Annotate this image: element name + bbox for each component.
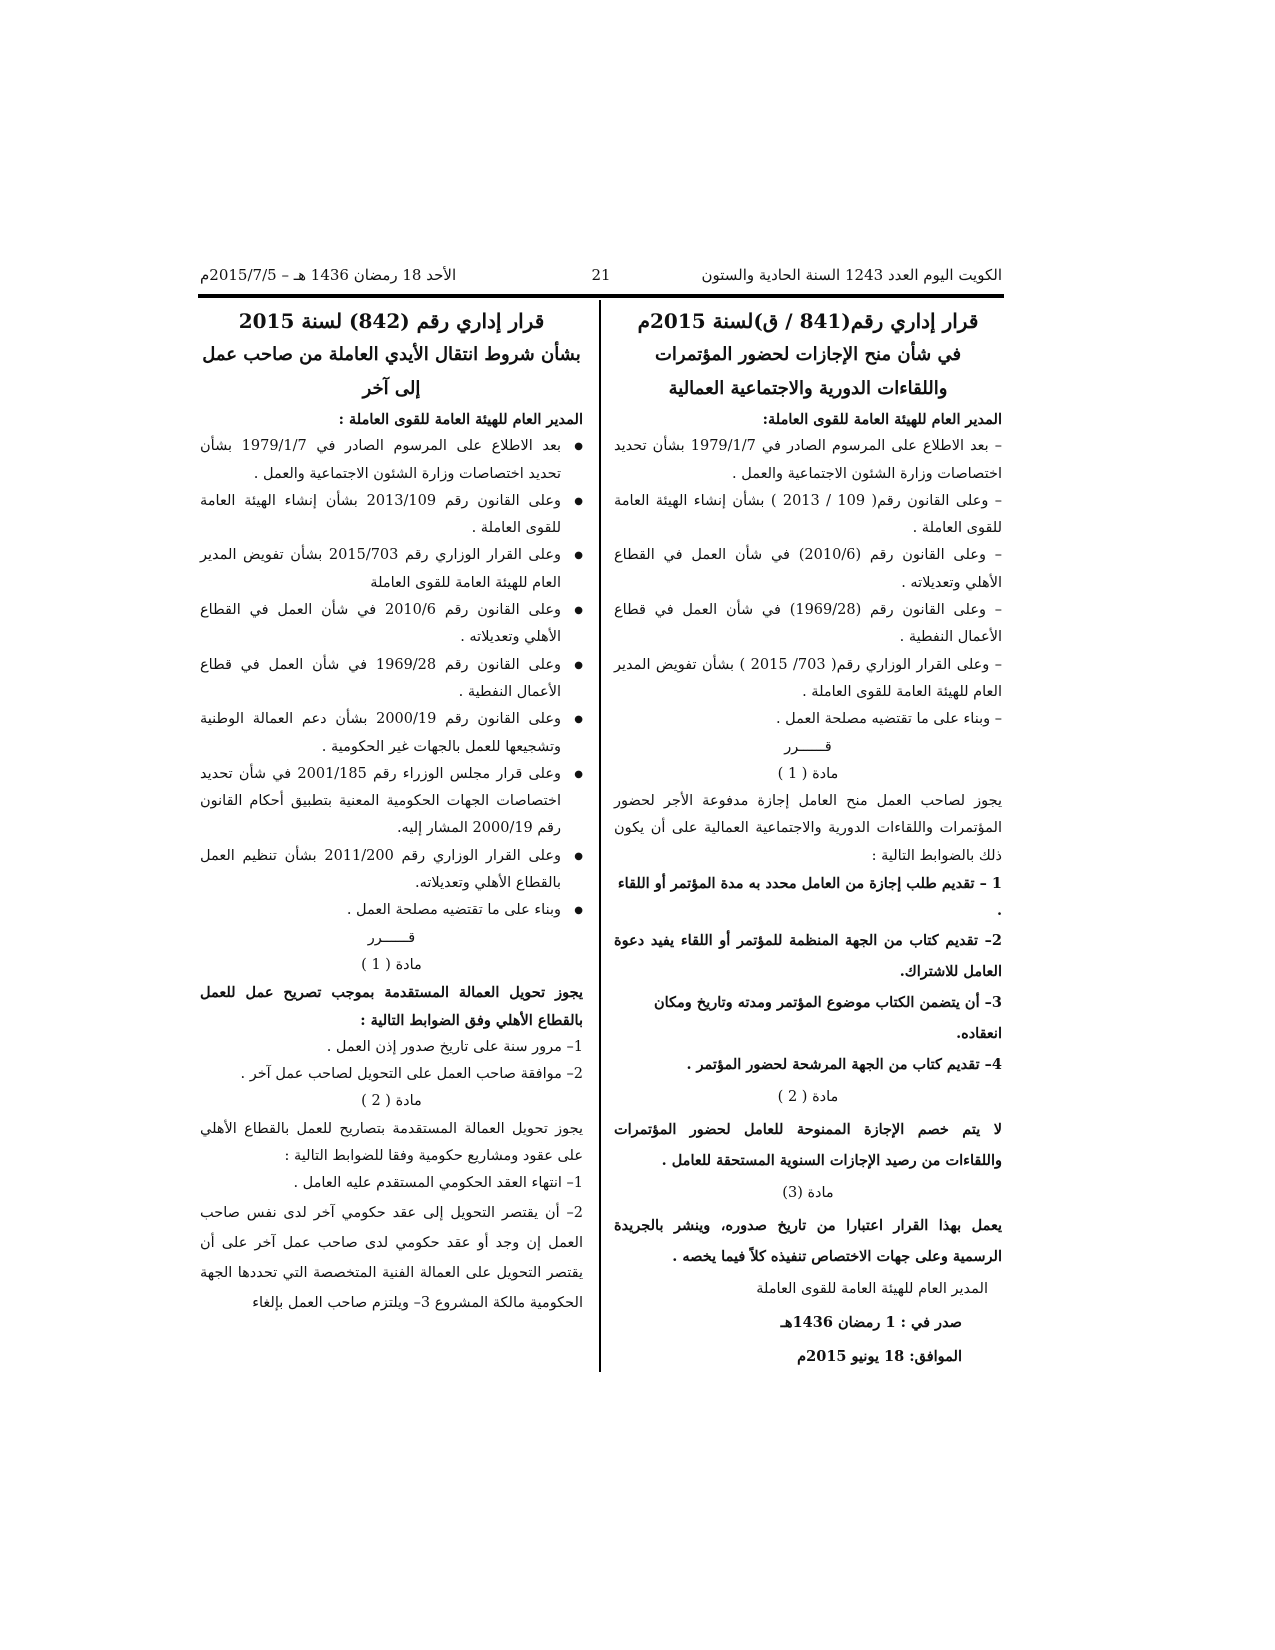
decision-841-intro: المدير العام للهيئة العامة للقوى العاملة: [762, 411, 1002, 428]
article-2-text: يجوز تحويل العمالة المستقدمة بتصاريح للعمل بالقطاع الأهلي على عقود ومشاريع حكومية وفقا للضوابط التالية : [200, 1120, 583, 1165]
decides-heading: قــــــرر [784, 738, 832, 755]
article-1-item: 3– أن يتضمن الكتاب موضوع المؤتمر ومدته وتاريخ ومكان انعقاده. [653, 993, 1002, 1042]
preamble-item: – وعلى القانون رقم (1969/28) في شأن العمل في قطاع الأعمال النفطية . [614, 602, 1003, 646]
preamble-item: – وعلى القرار الوزاري رقم( 703/ 2015 ) بشأن تفويض المدير العام للهيئة العامة للقوى العاملة . [614, 656, 1002, 700]
decision-841-subtitle-1: في شأن منح الإجازات لحضور المؤتمرات [654, 344, 962, 365]
article-1-text: يجوز تحويل العمالة المستقدمة بموجب تصريح عمل للعمل بالقطاع الأهلي وفق الضوابط التالية : [200, 984, 583, 1029]
decides-heading: قــــــرر [367, 929, 416, 946]
article-1-item: 4– تقديم كتاب من الجهة المرشحة لحضور المؤتمر . [686, 1055, 1002, 1073]
article-2-item: 2– أن يقتصر التحويل إلى عقد حكومي آخر لدى نفس صاحب العمل إن وجد أو عقد حكومي لدى صاحب عمل آخر على أن يقتصر التحويل على العمالة الفنية المتخصصة التي تحددها الجهة الحكومية مالكة المشروع 3– ويلتزم صاحب العمل بإلغاء [200, 1204, 583, 1311]
decision-842-subtitle-2: إلى آخر [362, 378, 421, 399]
article-1-item: 1– مرور سنة على تاريخ صدور إذن العمل . [326, 1038, 583, 1055]
decision-842-column [200, 300, 583, 1318]
decision-841-column [614, 300, 1002, 1374]
signatory-title: المدير العام للهيئة العامة للقوى العاملة [756, 1280, 988, 1297]
issue-date: الأحد 18 رمضان 1436 هـ – 2015/7/5م [200, 266, 457, 284]
article-2-text: لا يتم خصم الإجازة الممنوحة للعامل لحضور المؤتمرات واللقاءات من رصيد الإجازات السنوية المستحقة للعامل . [614, 1120, 1002, 1169]
issue-date-gregorian: الموافق: 18 يونيو 2015م [797, 1347, 962, 1365]
preamble-item: ● وعلى قرار مجلس الوزراء رقم 2001/185 في شأن تحديد اختصاصات الجهات الحكومية المعنية بتطبيق أحكام القانون رقم 2000/19 المشار إليه. [200, 761, 583, 843]
preamble-item: ● وعلى القانون رقم 1969/28 في شأن العمل في قطاع الأعمال النفطية . [200, 652, 583, 707]
issue-date-hijri: صدر في : 1 رمضان 1436هـ [780, 1313, 962, 1331]
article-1-item: 2– موافقة صاحب العمل على التحويل لصاحب عمل آخر . [240, 1066, 583, 1083]
article-2-item: 1– انتهاء العقد الحكومي المستقدم عليه العامل . [293, 1175, 583, 1192]
page-number: 21 [591, 266, 611, 284]
page-header [200, 262, 1002, 292]
article-1-label: مادة ( 1 ) [361, 956, 422, 973]
preamble-item: ● وعلى القانون رقم 2010/6 في شأن العمل في القطاع الأهلي وتعديلاته . [200, 597, 583, 652]
preamble-item: ● وعلى القانون رقم 2000/19 بشأن دعم العمالة الوطنية وتشجيعها للعمل بالجهات غير الحكومية . [200, 706, 583, 761]
article-2-label: مادة ( 2 ) [777, 1088, 839, 1105]
article-1-text: يجوز لصاحب العمل منح العامل إجازة مدفوعة الأجر لحضور المؤتمرات واللقاءات الدورية والاجتماعية العمالية على أن يكون ذلك بالضوابط التالية : [614, 793, 1002, 864]
preamble-item: ● وعلى القانون رقم 2013/109 بشأن إنشاء الهيئة العامة للقوى العاملة . [200, 488, 583, 543]
article-3-text: يعمل بهذا القرار اعتبارا من تاريخ صدوره، وينشر بالجريدة الرسمية وعلى جهات الاختصاص تنفيذه كلاً فيما يخصه . [614, 1216, 1002, 1265]
gazette-issue-info: الكويت اليوم العدد 1243 السنة الحادية والستون [701, 266, 1002, 284]
article-3-label: مادة (3) [782, 1184, 834, 1201]
column-divider [599, 300, 601, 1372]
decision-841-subtitle-2: واللقاءات الدورية والاجتماعية العمالية [668, 378, 948, 399]
decision-842-subtitle-1: بشأن شروط انتقال الأيدي العاملة من صاحب عمل [202, 344, 581, 365]
article-2-label: مادة ( 2 ) [361, 1093, 422, 1110]
preamble-item: – وعلى القانون رقم (2010/6) في شأن العمل في القطاع الأهلي وتعديلاته . [614, 547, 1003, 591]
article-1-item: 1 – تقديم طلب إجازة من العامل محدد به مدة المؤتمر أو اللقاء . [617, 875, 1002, 920]
article-1-item: 2– تقديم كتاب من الجهة المنظمة للمؤتمر أو اللقاء يفيد دعوة العامل للاشتراك. [614, 931, 1002, 980]
preamble-item: ● وبناء على ما تقتضيه مصلحة العمل . [200, 897, 583, 924]
decision-842-intro: المدير العام للهيئة العامة للقوى العاملة : [338, 411, 583, 428]
preamble-item: – بعد الاطلاع على المرسوم الصادر في 1979/1/7 بشأن تحديد اختصاصات وزارة الشئون الاجتماعية والعمل . [614, 438, 1002, 482]
decision-842-title: قرار إداري رقم (842) لسنة 2015 [238, 309, 545, 333]
decision-841-title: قرار إداري رقم(841 / ق)لسنة 2015م [637, 309, 979, 333]
preamble-item: – وعلى القانون رقم( 109 / 2013 ) بشأن إنشاء الهيئة العامة للقوى العاملة . [614, 492, 1002, 537]
preamble-item: – وبناء على ما تقتضيه مصلحة العمل . [775, 711, 1002, 728]
header-rule [198, 294, 1004, 298]
article-1-label: مادة ( 1 ) [777, 765, 839, 782]
preamble-item: ● وعلى القرار الوزاري رقم 2011/200 بشأن تنظيم العمل بالقطاع الأهلي وتعديلاته. [200, 843, 583, 898]
preamble-item: ● وعلى القرار الوزاري رقم 2015/703 بشأن تفويض المدير العام للهيئة العامة للقوى العاملة [200, 542, 583, 597]
preamble-item: ● بعد الاطلاع على المرسوم الصادر في 1979/1/7 بشأن تحديد اختصاصات وزارة الشئون الاجتماعية والعمل . [200, 433, 583, 488]
